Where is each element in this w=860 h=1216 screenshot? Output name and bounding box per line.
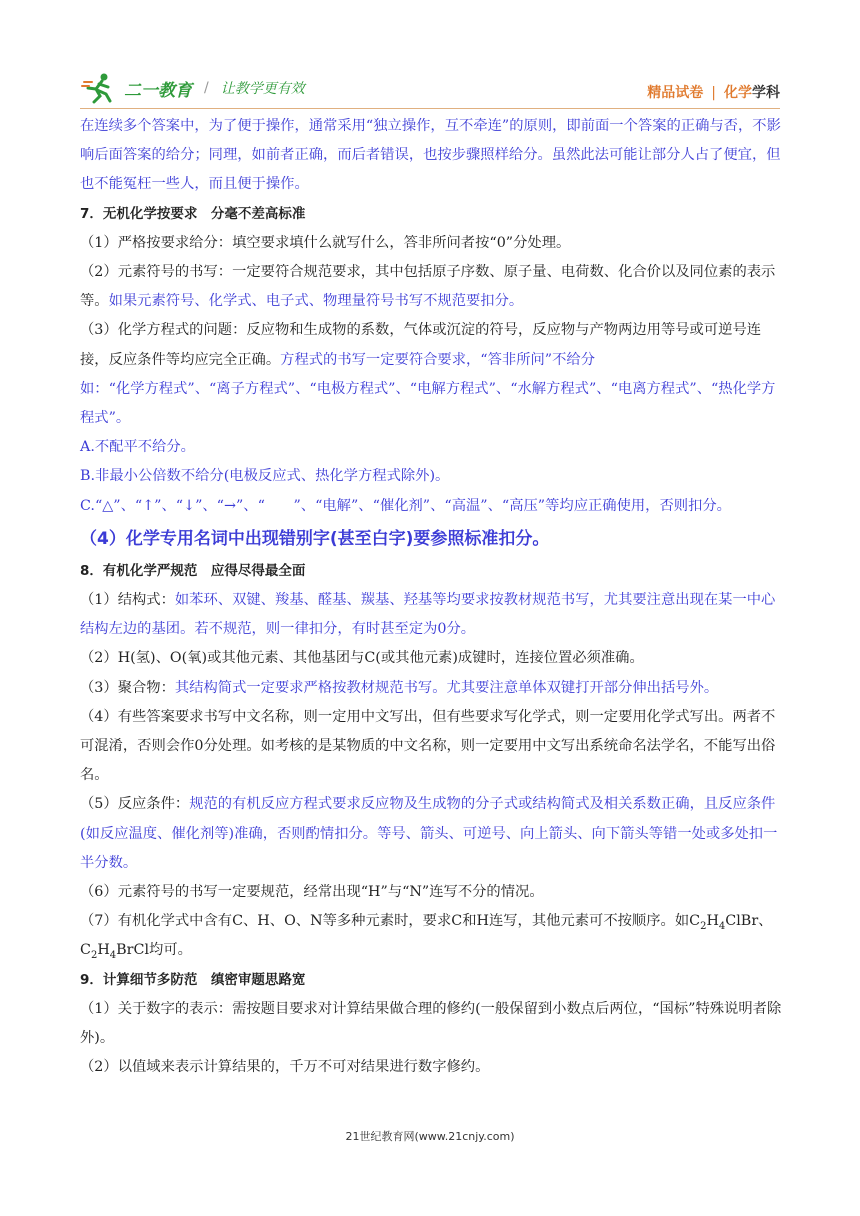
logo <box>80 72 305 104</box>
item-8-3-emphasis: 其结构简式一定要求严格按教材规范书写。尤其要注意单体双键打开部分伸出括号外。 <box>174 679 719 696</box>
item-8-5-emphasis: 规范的有机反应方程式要求反应物及生成物的分子式或结构简式及相关系数正确，且反应条件(如反应温度、催化剂等)准确，否则酌情扣分。等号、箭头、可逆号、向上箭头、向下箭头等错一处或多处扣一半分数。 <box>80 796 778 871</box>
item-8-6: （6）元素符号的书写一定要规范，经常出现“H”与“N”连写不分的情况。 <box>80 884 544 901</box>
item-7-C: C.“△”、“↑”、“↓”、“→”、“ ”、“电解”、“催化剂”、“高温”、“高压”等均应正确使用，否则扣分。 <box>80 497 731 514</box>
item-7-2-emphasis: 如果元素符号、化学式、电子式、物理量符号书写不规范要扣分。 <box>108 293 524 310</box>
section-heading-9: 9．计算细节多防范 缜密审题思路宽 <box>80 971 306 988</box>
item-8-2: （2）H(氢)、O(氧)或其他元素、其他基团与C(或其他元素)成键时，连接位置必须准确。 <box>80 650 644 667</box>
tag-quality: 精品试卷 <box>647 85 704 101</box>
item-7-4: （4）化学专用名词中出现错别字(甚至白字)要参照标准扣分。 <box>80 528 550 549</box>
section-heading-7: 7．无机化学按要求 分毫不差高标准 <box>80 205 306 222</box>
item-9-1: （1）关于数字的表示：需按题目要求对计算结果做合理的修约(一般保留到小数点后两位，“国标”特殊说明者除外)。 <box>80 1000 782 1047</box>
item-7-3-emphasis: 方程式的书写一定要符合要求，“答非所问”不给分 <box>280 351 596 368</box>
brand-name: 二一教育 <box>124 80 192 101</box>
item-7-2 <box>80 258 784 316</box>
item-8-4: （4）有些答案要求书写中文名称，则一定用中文写出，但有些要求写化学式，则一定要用化学式写出。两者不可混淆，否则会作0分处理。如考核的是某物质的中文名称，则一定要用中文写出系统命名法学名，不能写出俗名。 <box>80 708 776 784</box>
paragraph: 在连续多个答案中，为了便于操作，通常采用“独立操作，互不牵连”的原则，即前面一个答案的正确与否，不影响后面答案的给分；同理，如前者正确，而后者错误，也按步骤照样给分。虽然此法可能让部分人占了便宜，但也不能冤枉一些人，而且便于操作。 <box>80 118 781 193</box>
section-heading-8: 8．有机化学严规范 应得尽得最全面 <box>80 562 306 579</box>
item-8-1-label: （1）结构式： <box>80 592 175 609</box>
formula-1 <box>689 913 773 933</box>
item-8-1-emphasis: 如苯环、双键、羧基、醛基、羰基、羟基等均要求按教材规范书写，尤其要注意出现在某一中心结构左边的基团。若不规范，则一律扣分，有时甚至定为0分。 <box>80 592 776 638</box>
formula-2-sub-4: 4 <box>109 950 117 962</box>
item-7-1: （1）严格按要求给分：填空要求填什么就写什么，答非所问者按“0”分处理。 <box>80 234 571 251</box>
item-8-3-label: （3）聚合物： <box>80 679 175 696</box>
formula-2-rest: BrCl均可。 <box>116 942 192 959</box>
formula-1-sub-2: 2 <box>700 921 707 933</box>
page-footer: 21世纪教育网(www.21cnjy.com) <box>345 1130 515 1143</box>
header-tag <box>647 82 780 102</box>
item-8-3 <box>80 674 784 703</box>
formula-2-sub-2: 2 <box>90 950 98 962</box>
item-7-3-text: （3）化学方程式的问题：反应物和生成物的系数，气体或沉淀的符号，反应物与产物两边用等号或可逆号连接，反应条件等均应完全正确。 <box>80 322 762 368</box>
item-8-1 <box>80 586 784 644</box>
formula-1-h: H <box>706 913 719 930</box>
header-slash: / <box>204 80 209 96</box>
formula-1-c: C <box>689 913 701 930</box>
item-9-2: （2）以值域来表示计算结果的，千万不可对结果进行数字修约。 <box>80 1059 490 1076</box>
tag-separator: | <box>711 85 716 101</box>
item-7-3 <box>80 316 784 374</box>
page-header <box>80 72 780 108</box>
runner-logo-icon <box>80 72 122 104</box>
tag-subject-chem: 化学 <box>724 85 752 101</box>
item-7-B: B.非最小公倍数不给分(电极反应式、热化学方程式除外)。 <box>80 468 450 485</box>
item-7-2-text: （2）元素符号的书写：一定要符合规范要求，其中包括原子序数、原子量、电荷数、化合价以及同位素的表示等。 <box>80 264 776 310</box>
tag-subject-suffix: 学科 <box>752 85 780 101</box>
item-8-7 <box>80 907 784 965</box>
item-8-5 <box>80 790 784 878</box>
formula-1-sub-4: 4 <box>718 921 726 933</box>
header-rule <box>80 108 780 109</box>
formula-2-c: C <box>80 942 91 959</box>
item-7-A: A.不配平不给分。 <box>80 439 195 456</box>
formula-1-rest: ClBr、 <box>725 913 773 930</box>
item-8-7-text: （7）有机化学式中含有C、H、O、N等多种元素时，要求C和H连写，其他元素可不按顺序。如 <box>80 913 690 930</box>
formula-2-h: H <box>97 942 110 959</box>
item-7-3-examples: 如：“化学方程式”、“离子方程式”、“电极方程式”、“电解方程式”、“水解方程式”、“电离方程式”、“热化学方程式”。 <box>80 380 776 427</box>
slogan: 让教学更有效 <box>220 81 305 97</box>
document-body <box>80 112 784 1083</box>
formula-2 <box>80 942 192 962</box>
item-8-5-label: （5）反应条件： <box>80 796 190 813</box>
